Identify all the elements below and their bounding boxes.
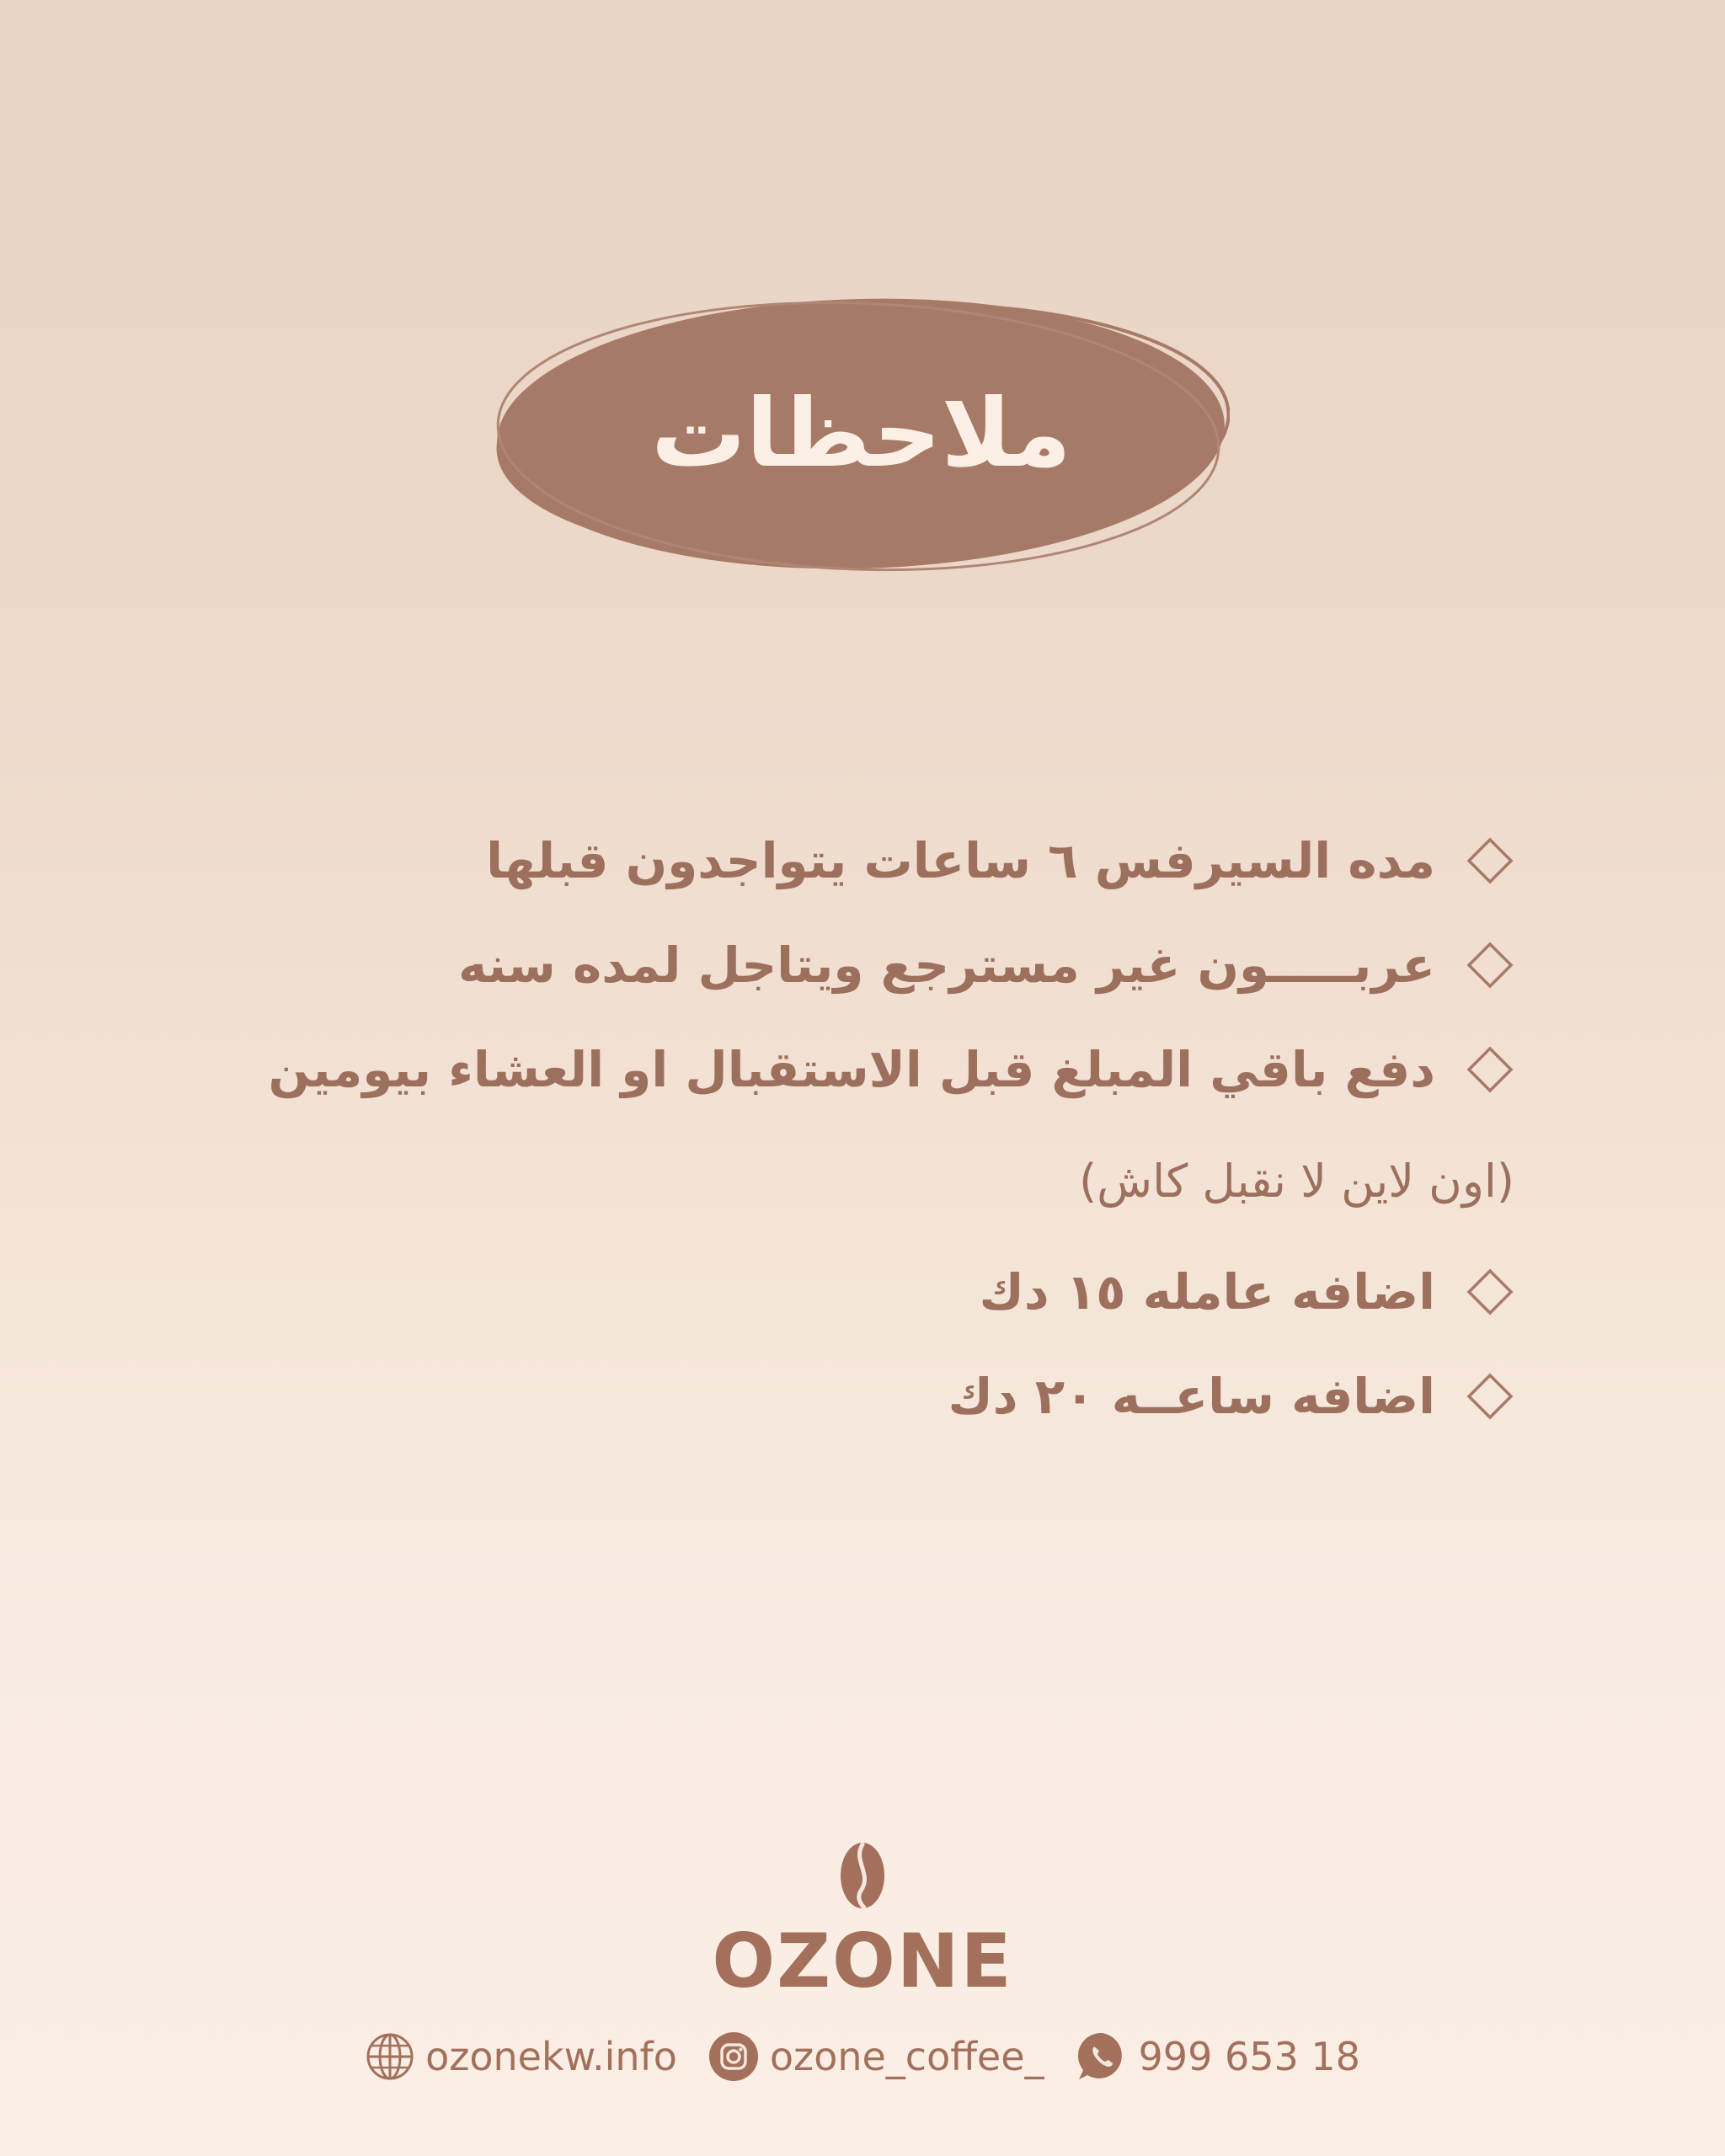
list-item-note xyxy=(83,1122,1514,1240)
coffee-bean-icon xyxy=(837,1840,888,1911)
website-text: ozonekw.info xyxy=(425,2034,677,2079)
note-text: دفع باقي المبلغ قبل الاستقبال او العشاء بيومين xyxy=(268,1041,1435,1098)
globe-icon xyxy=(365,2031,415,2082)
list-item xyxy=(83,913,1514,1017)
list-item xyxy=(83,1240,1514,1344)
contact-bar xyxy=(0,2030,1725,2084)
instagram-text: ozone_coffee_ xyxy=(769,2034,1044,2079)
title-badge xyxy=(493,295,1230,573)
instagram-link[interactable] xyxy=(708,2031,1044,2083)
note-text: اضافه ساعــه ٢٠ دك xyxy=(948,1368,1435,1425)
list-item xyxy=(83,1017,1514,1122)
whatsapp-icon xyxy=(1075,2030,1129,2084)
phone-text: 999 653 18 xyxy=(1138,2034,1360,2079)
list-item xyxy=(83,1344,1514,1449)
diamond-outline-icon xyxy=(1466,941,1514,990)
diamond-outline-icon xyxy=(1466,1045,1514,1094)
note-text: مده السيرفس ٦ ساعات يتواجدون قبلها xyxy=(486,832,1435,889)
list-item xyxy=(83,808,1514,913)
note-subtext: (اون لاين لا نقبل كاش) xyxy=(1079,1154,1514,1208)
notes-list xyxy=(83,808,1514,1449)
note-text: عربـــــون غير مسترجع ويتاجل لمده سنه xyxy=(457,937,1435,994)
website-link[interactable] xyxy=(365,2031,677,2082)
diamond-outline-icon xyxy=(1466,836,1514,885)
note-text: اضافه عامله ١٥ دك xyxy=(979,1263,1435,1321)
brand-logo xyxy=(0,1840,1725,2004)
diamond-outline-icon xyxy=(1466,1372,1514,1421)
phone-link[interactable] xyxy=(1075,2030,1360,2084)
diamond-outline-icon xyxy=(1466,1267,1514,1316)
instagram-icon xyxy=(708,2031,760,2083)
page-title: ملاحظات xyxy=(651,379,1071,488)
brand-name: OZONE xyxy=(712,1918,1013,2004)
